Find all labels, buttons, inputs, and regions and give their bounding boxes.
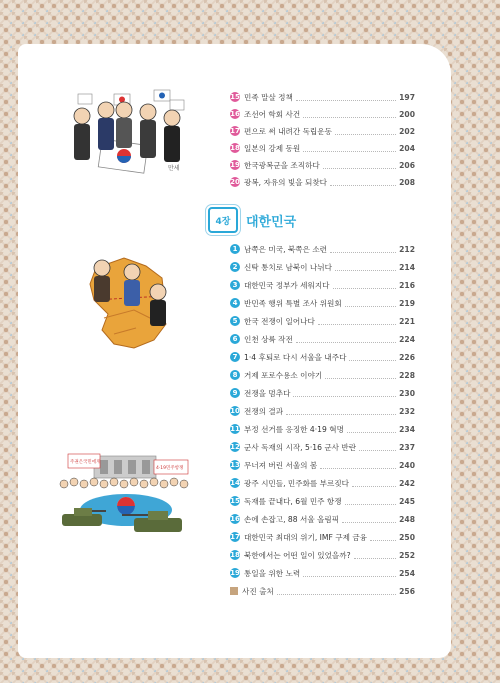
entry-number: 18 [230,144,240,152]
entry-title: 무너져 버린 서울의 봄 [244,460,318,470]
entry-page: 208 [399,177,415,187]
square-bullet-icon [230,587,238,595]
entry-page: 250 [399,532,415,542]
toc-entry[interactable] [230,512,415,526]
entry-number: 11 [230,425,240,433]
dot-leader [277,588,396,595]
entry-page: 200 [399,109,415,119]
dot-leader [330,246,396,253]
toc-entry[interactable] [230,124,415,138]
toc-entry[interactable] [230,332,415,346]
protest-sign-right: 4·19민주항쟁 [156,466,184,471]
toc-entry[interactable] [230,314,415,328]
chapter-title: 대한민국 [246,214,297,230]
toc-entry[interactable] [230,440,415,454]
entry-page: 197 [399,92,415,102]
entry-page: 224 [399,334,415,344]
entry-page: 221 [399,316,415,326]
photo-credits-title: 사진 출처 [242,586,274,596]
entry-page: 232 [399,406,415,416]
entry-title: 북한에서는 어떤 일이 있었을까? [244,550,351,560]
entry-title: 남쪽은 미국, 북쪽은 소련 [244,244,328,254]
entry-page: 219 [399,298,415,308]
toc-entry[interactable] [230,476,415,490]
toc-entry[interactable] [230,278,415,292]
toc-entry[interactable] [230,175,415,189]
dot-leader [318,318,396,325]
entry-title: 인천 상륙 작전 [244,334,293,344]
entry-number: 9 [230,388,240,398]
toc-entry[interactable] [230,107,415,121]
dot-leader [286,408,396,415]
toc-entry[interactable] [230,242,415,256]
dot-leader [349,354,396,361]
entry-number: 14 [230,479,240,487]
entry-number: 20 [230,178,240,186]
entry-title: 군사 독재의 시작, 5·16 군사 반란 [244,442,357,452]
toc-entry[interactable] [230,158,415,172]
dot-leader [303,145,396,152]
entry-title: 반민족 행위 특별 조사 위원회 [244,298,342,308]
entry-number: 5 [230,316,240,326]
toc-entry[interactable] [230,386,415,400]
dot-leader [296,94,396,101]
entry-page: 216 [399,280,415,290]
toc-entry[interactable] [230,566,415,580]
entry-number: 2 [230,262,240,272]
entry-title: 민족 말살 정책 [244,92,293,102]
toc-entry[interactable] [230,458,415,472]
entry-page: 212 [399,244,415,254]
entry-title: 대한민국 최대의 위기, IMF 구제 금융 [244,532,368,542]
entry-number: 12 [230,443,240,451]
toc-entry[interactable] [230,548,415,562]
entry-number: 15 [230,93,240,101]
entry-title: 신탁 통치로 남북이 나뉘다 [244,262,332,272]
dot-leader [303,111,396,118]
entry-title: 손에 손잡고, 88 서울 올림픽 [244,514,340,524]
entry-page: 237 [399,442,415,452]
toc-entry[interactable] [230,260,415,274]
entry-number: 3 [230,280,240,290]
entry-number: 10 [230,407,240,415]
entry-title: 편으로 써 내려간 독립운동 [244,126,332,136]
entry-title: 일본의 강제 동원 [244,143,301,153]
toc-entry[interactable] [230,90,415,104]
entry-page: 230 [399,388,415,398]
dot-leader [335,128,396,135]
photo-credits-entry[interactable] [230,584,415,598]
entry-title: 독재를 끝내다, 6월 민주 항쟁 [244,496,342,506]
dot-leader [354,552,397,559]
entry-page: 242 [399,478,415,488]
chapter-heading [208,207,296,233]
entry-number: 17 [230,127,240,135]
entry-number: 13 [230,461,240,469]
entry-page: 248 [399,514,415,524]
democracy-protest-illustration [54,448,199,540]
toc-entry[interactable] [230,141,415,155]
entry-title: 전쟁의 결과 [244,406,284,416]
entry-page: 204 [399,143,415,153]
entry-title: 1·4 후퇴로 다시 서울을 내주다 [244,352,347,362]
toc-entry[interactable] [230,422,415,436]
entry-number: 7 [230,352,240,362]
division-map-illustration [74,248,186,356]
dot-leader [370,534,396,541]
dot-leader [359,444,396,451]
entry-page: 252 [399,550,415,560]
dot-leader [347,426,396,433]
dot-leader [352,480,396,487]
entry-number: 4 [230,298,240,308]
dot-leader [330,179,396,186]
dot-leader [325,372,396,379]
entry-page: 202 [399,126,415,136]
entry-page: 234 [399,424,415,434]
photo-credits-page: 256 [399,586,415,596]
dot-leader [296,336,396,343]
dot-leader [335,264,396,271]
independence-protest-illustration [62,86,197,176]
entry-number: 1 [230,244,240,254]
entry-title: 한국 전쟁이 일어나다 [244,316,315,326]
entry-page: 240 [399,460,415,470]
toc-entry[interactable] [230,350,415,364]
dot-leader [342,516,396,523]
dot-leader [333,282,397,289]
toc-entry[interactable] [230,368,415,382]
entry-title: 전쟁을 멈추다 [244,388,291,398]
entry-number: 18 [230,551,240,559]
toc-entry[interactable] [230,530,415,544]
entry-number: 16 [230,515,240,523]
protest-sign-left: 주권은국민에게 [70,460,101,465]
toc-entry[interactable] [230,404,415,418]
entry-page: 226 [399,352,415,362]
entry-number: 17 [230,533,240,541]
dot-leader [345,498,397,505]
chapter-badge: 4장 [208,207,238,233]
entry-title: 통일을 위한 노력 [244,568,301,578]
entry-number: 8 [230,370,240,380]
entry-title: 부정 선거를 응징한 4·19 혁명 [244,424,344,434]
entry-title: 대한민국 정부가 세워지다 [244,280,330,290]
entry-number: 16 [230,110,240,118]
entry-number: 19 [230,161,240,169]
entry-page: 228 [399,370,415,380]
entry-title: 광주 시민들, 민주화를 부르짖다 [244,478,350,488]
dot-leader [293,390,396,397]
entry-number: 19 [230,569,240,577]
entry-number: 6 [230,334,240,344]
entry-title: 거제 포로수용소 이야기 [244,370,323,380]
entry-title: 한국광복군을 조직하다 [244,160,320,170]
entry-title: 광복, 자유의 빛을 되찾다 [244,177,328,187]
entry-page: 254 [399,568,415,578]
dot-leader [320,462,396,469]
toc-entry[interactable] [230,494,415,508]
flag-label: 만세 [168,165,180,172]
toc-entry[interactable] [230,296,415,310]
dot-leader [303,570,396,577]
dot-leader [345,300,396,307]
entry-number: 15 [230,497,240,505]
entry-title: 조선어 학회 사건 [244,109,301,119]
entry-page: 206 [399,160,415,170]
entry-page: 214 [399,262,415,272]
dot-leader [323,162,396,169]
entry-page: 245 [399,496,415,506]
